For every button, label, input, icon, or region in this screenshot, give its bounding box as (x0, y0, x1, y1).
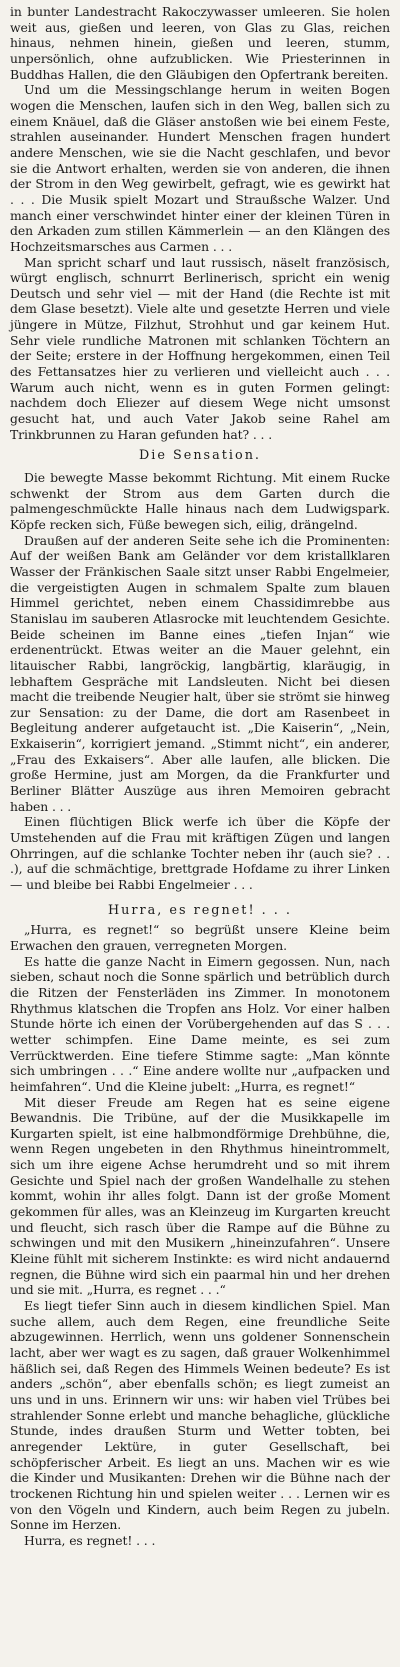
section-title-sensation: Die Sensation. (138, 448, 262, 464)
paragraph-prominents: Draußen auf der anderen Seite sehe ich die Prominenten: Auf der weißen Bank am Geländer vor dem kristallklaren Wasser der Fränkischen Saale sitzt unser Rabbi Engelmeier, die vergeistigten Augen in schmalem Spalte zum blauen Himmel gerichtet, neben einem Chassidimrebbe aus Stanislau im sauberen Atlasrocke mit leuchtendem Gesichte. Beide scheinen im Banne eines „tiefen Injan“ wie erdenentrückt. Etwas weiter an die Mauer gelehnt, ein litauischer Rabbi, langröckig, langbärtig, klaräugig, in lebhaftem Gespräche mit Landsleuten. Nicht bei diesen macht die treibende Neugier halt, über sie strömt sie hinweg zur Sensation: zu der Dame, die dort am Rasenbeet in Begleitung anderer aufgetaucht ist. „Die Kaiserin“, „Nein, Exkaiserin“, korrigiert jemand. „Stimmt nicht“, ein anderer, „Frau des Exkaisers“. Aber alle laufen, alle blicken. Die große Hermine, just am Morgen, da die Frankfurter und Berliner Blätter Auszüge aus ihren Memoiren gebracht haben . . . (10, 532, 390, 814)
section-title-rain: Hurra, es regnet! . . . (108, 902, 292, 918)
paragraph-closing: Hurra, es regnet! . . . (24, 1532, 156, 1548)
paragraph-rotating-stage: Mit dieser Freude am Regen hat es seine eigene Bewandnis. Die Tribüne, auf der die Musikkapelle im Kurgarten spielt, ist eine halbmondförmige Drehbühne, die, wenn Regen ungebeten in den Rhythmus hineintrommelt, sich um ihre eigene Achse herumdreht und so mit ihrem Gesichte und Spiel nach der großen Wandelhalle zu stehen kommt, wohin ihr alles folgt. Dann ist der große Moment gekommen für alles, was an Kleinzeug im Kurgarten kreucht und fleucht, sich rasch über die Rampe auf die Bühne zu schwingen und mit den Musikern „hineinzufahren“. Unsere Kleine fühlt mit sicherem Instinkte: es wird nicht andauernd regnen, die Bühne wird sich ein paarmal hin und her drehen und sie mit. „Hurra, es regnet . . .“ (10, 1094, 390, 1298)
paragraph-night-rain: Es hatte die ganze Nacht in Eimern gegossen. Nun, nach sieben, schaut noch die Sonne spärlich und betrüblich durch die Ritzen der Fensterläden ins Zimmer. In monotonem Rhythmus klatschen die Tropfen ans Holz. Vor einer halben Stunde hörte ich einen der Vorübergehenden auf das S . . . wetter schimpfen. Eine Dame meinte, es sei zum Verrücktwerden. Eine tiefere Stimme sagte: „Man könnte sich umbringen . . .“ Eine andere wollte nur „aufpacken und heimfahren“. Und die Kleine jubelt: „Hurra, es regnet!“ (10, 953, 390, 1094)
paragraph-languages: Man spricht scharf und laut russisch, näselt französisch, würgt englisch, schnurrt Berlinerisch, spricht ein wenig Deutsch und sehr viel — mit der Hand (die Rechte ist mit dem Glase besetzt). Viele alte und gesetzte Herren und viele jüngere in Mütze, Filzhut, Strohhut und gar keinem Hut. Sehr viele rundliche Matronen mit schlanken Töchtern an der Seite; erstere in der Hoffnung hergekommen, einen Teil des Fettansatzes hier zu verlieren und vielleicht auch . . . Warum auch nicht, wenn es in guten Formen gelingt: nachdem doch Eliezer auf diesem Wege nicht umsonst gesucht hat, und auch Vater Jakob seine Rahel am Trinkbrunnen zu Haran gefunden hat? . . . (10, 254, 390, 442)
paragraph-deeper-meaning: Es liegt tiefer Sinn auch in diesem kindlichen Spiel. Man suche allem, auch dem Regen, eine freundliche Seite abzugewinnen. Herrlich, wenn uns goldener Sonnenschein lacht, aber wer wagt es zu sagen, daß grauer Wolkenhimmel häßlich sei, daß Regen des Himmels Weinen bedeute? Es ist anders „schön“, aber ebenfalls schön; es liegt zumeist an uns und in uns. Erinnern wir uns: wir haben viel Trübes bei strahlender Sonne erlebt und manche behagliche, glückliche Stunde, indes draußen Sturm und Wetter tobten, bei anregender Lektüre, in guter Gesellschaft, bei schöpferischer Arbeit. Es liegt an uns. Machen wir es wie die Kinder und Musikanten: Drehen wir die Bühne nach der trockenen Richtung hin und spielen weiter . . . Lernen wir es von den Vögeln und Kindern, auch beim Regen zu jubeln. Sonne im Herzen. (10, 1298, 390, 1533)
paragraph-rakoczy-water: in bunter Landestracht Rakoczywasser umleeren. Sie holen weit aus, gießen und leeren, von Glas zu Glas, reichen hinaus, nehmen hinein, gießen und leeren, stumm, unpersönlich, ohne aufzublicken. Wie Priesterinnen in Buddhas Hallen, die den Gläubigen den Opfertrank bereiten. (10, 4, 390, 82)
paragraph-mass-direction: Die bewegte Masse bekommt Richtung. Mit einem Rucke schwenkt der Strom aus dem Garten durch die palmengeschmückte Halle hinaus nach dem Ludwigspark. Köpfe recken sich, Füße bewegen sich, eilig, drängelnd. (10, 469, 390, 532)
paragraph-fleeting-glance: Einen flüchtigen Blick werfe ich über die Köpfe der Umstehenden auf die Frau mit kräftigen Zügen und langen Ohrringen, auf die schlanke Tochter neben ihr (auch sie? . . .), auf die schmächtige, brettgrade Hofdame zu ihrer Linken — und bleibe bei Rabbi Engelmeier . . . (10, 814, 390, 893)
paragraph-rain-greeting: „Hurra, es regnet!“ so begrüßt unsere Kleine beim Erwachen den grauen, verregneten Morgen. (10, 922, 390, 953)
paragraph-crowd-circling: Und um die Messingschlange herum in weiten Bogen wogen die Menschen, laufen sich in den Weg, ballen sich zu einem Knäuel, daß die Gläser anstoßen wie bei einem Feste, strahlen auseinander. Hundert Menschen fragen hundert andere Menschen, wie sie die Nacht geschlafen, und bevor sie die Antwort erhalten, werden sie von anderen, die ihnen der Strom in den Weg gewirbelt, gefragt, wie es gewirkt hat . . . Die Musik spielt Mozart und Straußsche Walzer. Und manch einer verschwindet hinter einer der kleinen Türen in den Arkaden zum stillen Kämmerlein — an den Klängen des Hochzeitsmarsches aus Carmen . . . (10, 82, 390, 254)
